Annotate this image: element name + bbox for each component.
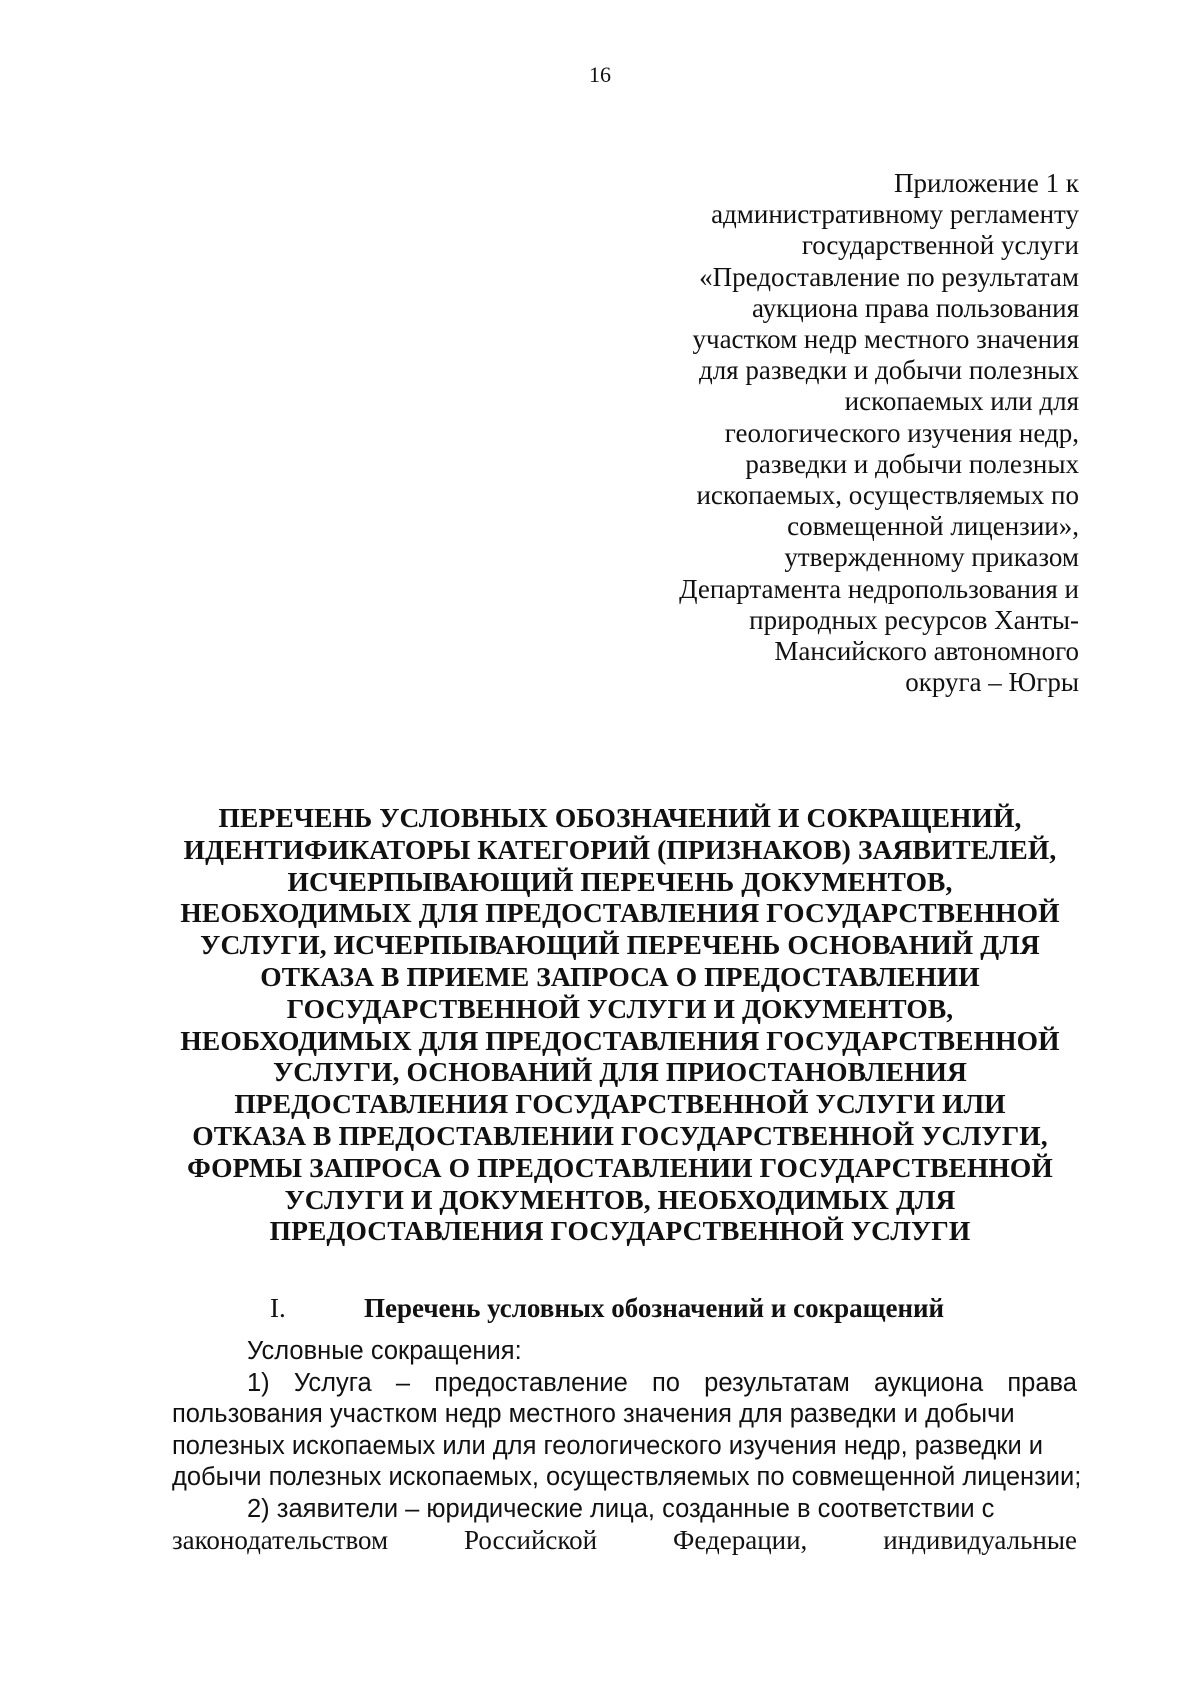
appendix-note [609,168,1079,698]
appendix-line: геологического изучения недр, [724,417,1079,448]
title-line: НЕОБХОДИМЫХ ДЛЯ ПРЕДОСТАВЛЕНИЯ ГОСУДАРСТВЕННОЙ [180,897,1060,929]
body-text [172,1336,1082,1557]
section-heading [270,1292,944,1324]
section-title: Перечень условных обозначений и сокращений [364,1293,945,1323]
title-line: ФОРМЫ ЗАПРОСА О ПРЕДОСТАВЛЕНИИ ГОСУДАРСТВЕННОЙ [187,1151,1053,1183]
item-1-line-1 [172,1368,1077,1400]
intro-line: Условные сокращения: [247,1337,522,1365]
title-line: ИСЧЕРПЫВАЮЩИЙ ПЕРЕЧЕНЬ ДОКУМЕНТОВ, [287,865,953,897]
item-1-line-3: полезных ископаемых или для геологического изучения недр, разведки и [172,1431,1044,1460]
appendix-line: участком недр местного значения [692,324,1079,355]
word: права [1007,1368,1077,1397]
item-1-line-2: пользования участком недр местного значения для разведки и добычи [172,1400,1015,1428]
appendix-line: совмещенной лицензии», [787,511,1079,542]
title-line: ИДЕНТИФИКАТОРЫ КАТЕГОРИЙ (ПРИЗНАКОВ) ЗАЯВИТЕЛЕЙ, [183,833,1057,865]
item-1-line-4: добычи полезных ископаемых, осуществляемых по совмещенной лицензии; [172,1463,1082,1491]
appendix-line: государственной услуги [801,230,1079,261]
appendix-line: Департамента недропользования и [679,573,1079,604]
title-line: ПРЕДОСТАВЛЕНИЯ ГОСУДАРСТВЕННОЙ УСЛУГИ ИЛИ [234,1088,1006,1120]
section-number: I. [270,1293,286,1323]
title-line: ПРЕДОСТАВЛЕНИЯ ГОСУДАРСТВЕННОЙ УСЛУГИ [269,1215,971,1247]
title-line: УСЛУГИ И ДОКУМЕНТОВ, НЕОБХОДИМЫХ ДЛЯ [284,1183,956,1215]
appendix-line: аукциона права пользования [752,292,1079,323]
item-2-line-1: 2) заявители – юридические лица, созданные в соответствии с [247,1494,995,1523]
appendix-line: ископаемых, осуществляемых по [696,480,1079,511]
appendix-line: «Предоставление по результатам [699,261,1079,292]
title-line: УСЛУГИ, ОСНОВАНИЙ ДЛЯ ПРИОСТАНОВЛЕНИЯ [273,1056,967,1088]
appendix-line: Приложение 1 к [893,168,1079,198]
title-line: НЕОБХОДИМЫХ ДЛЯ ПРЕДОСТАВЛЕНИЯ ГОСУДАРСТВЕННОЙ [180,1024,1060,1056]
word: Федерации, [673,1525,808,1555]
title-line: ОТКАЗА В ПРИЕМЕ ЗАПРОСА О ПРЕДОСТАВЛЕНИИ [260,960,980,992]
word: индивидуальные [883,1525,1077,1555]
appendix-line: административному регламенту [711,199,1079,230]
title-line: ОТКАЗА В ПРЕДОСТАВЛЕНИИ ГОСУДАРСТВЕННОЙ УСЛУГИ, [192,1119,1048,1151]
item-2-line-2 [172,1525,1077,1557]
title-line: УСЛУГИ, ИСЧЕРПЫВАЮЩИЙ ПЕРЕЧЕНЬ ОСНОВАНИЙ ДЛЯ [200,929,1040,961]
title-line: ГОСУДАРСТВЕННОЙ УСЛУГИ И ДОКУМЕНТОВ, [286,992,954,1024]
word: аукциона [874,1368,984,1397]
word: Услуга [293,1368,372,1397]
document-title [160,802,1080,1247]
word: – [395,1368,411,1397]
word: Российской [464,1525,598,1555]
word: законодательством [172,1525,389,1555]
appendix-line: утвержденному приказом [784,542,1079,573]
appendix-line: природных ресурсов Ханты- [749,604,1079,635]
word: предоставление [434,1368,628,1397]
word: результатам [704,1368,850,1397]
title-line: ПЕРЕЧЕНЬ УСЛОВНЫХ ОБОЗНАЧЕНИЙ И СОКРАЩЕНИЙ, [218,802,1022,833]
appendix-line: ископаемых или для [844,386,1079,417]
appendix-line: разведки и добычи полезных [745,448,1079,479]
appendix-line: Мансийского автономного [774,636,1079,667]
word: по [651,1368,680,1397]
appendix-line: округа – Югры [905,667,1079,698]
page-number: 16 [589,62,611,87]
appendix-line: для разведки и добычи полезных [698,355,1079,386]
word: 1) [247,1368,270,1397]
